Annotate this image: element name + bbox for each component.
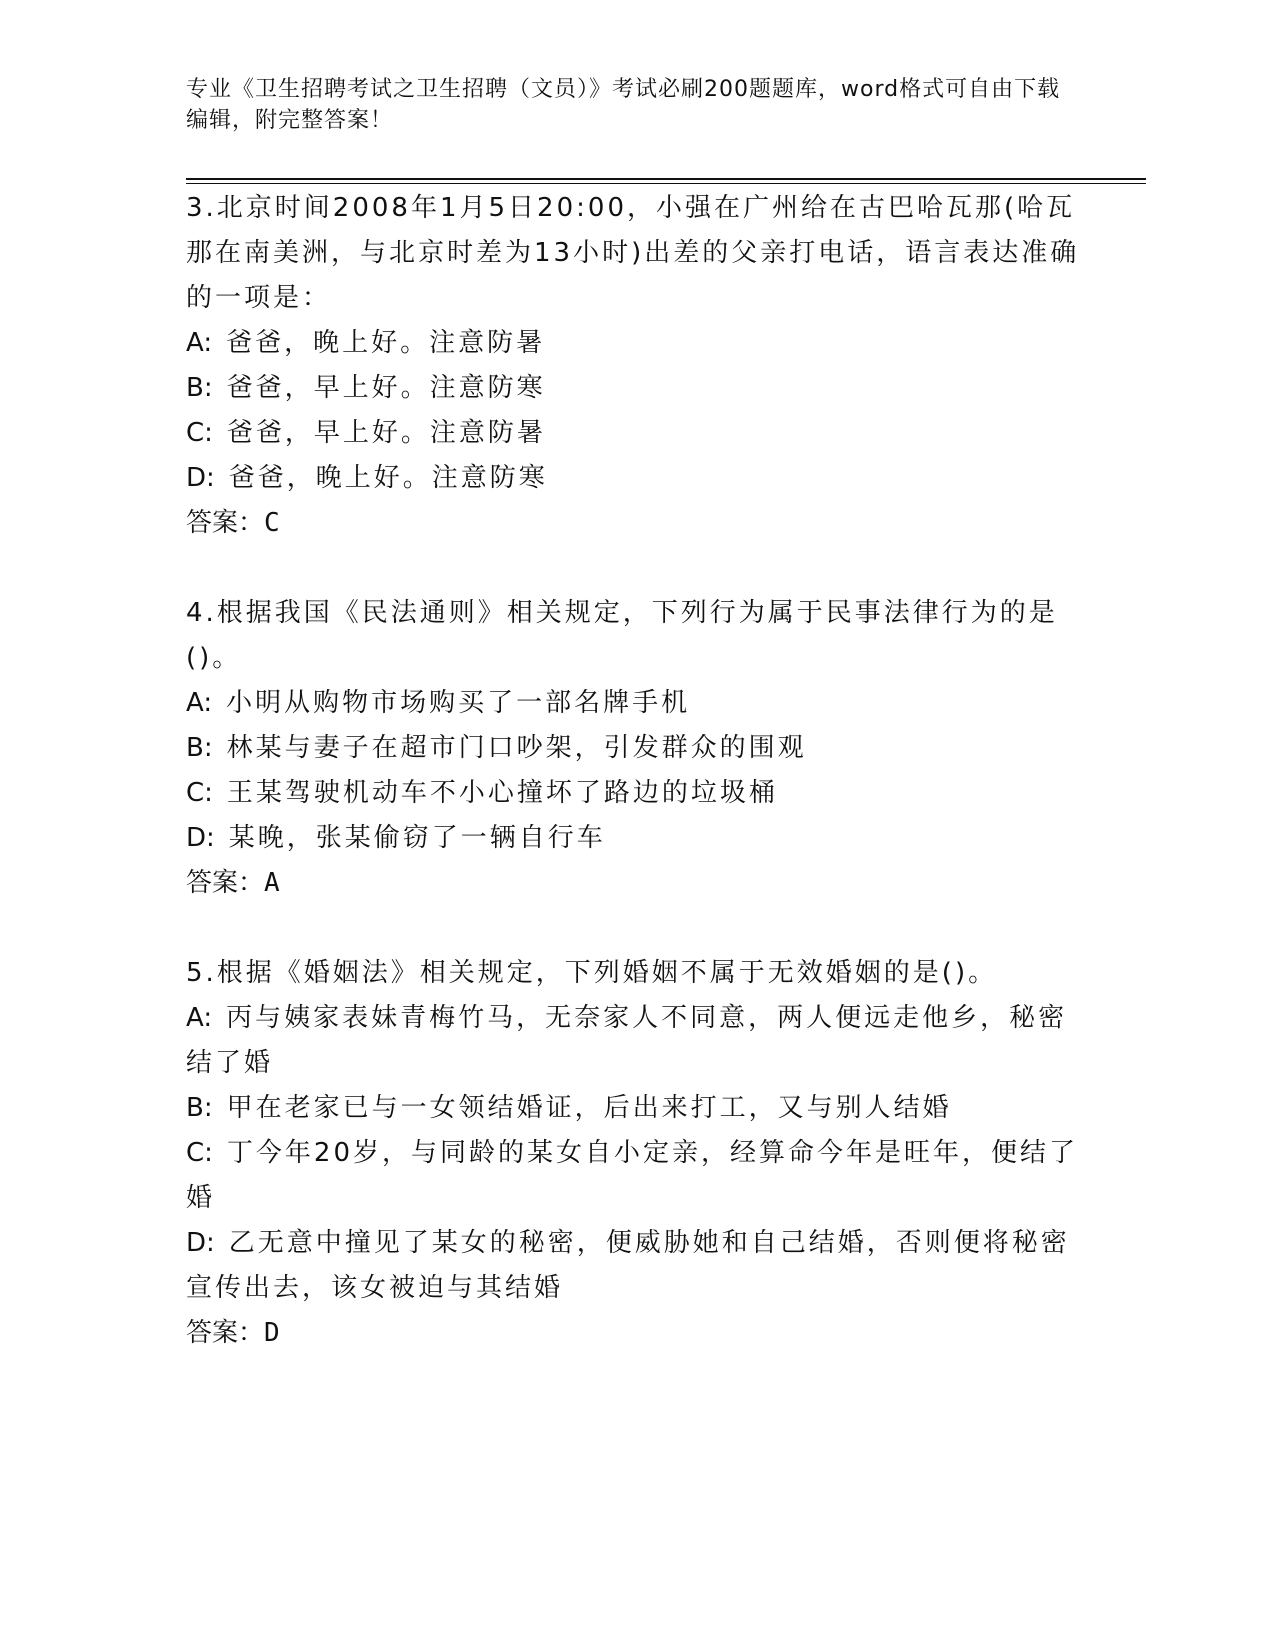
option-text: 乙无意中撞见了某女的秘密，便威胁她和自己结婚，否则便将秘密宣传出去，该女被迫与其结婚 xyxy=(186,1228,1070,1303)
header-rule-thin xyxy=(186,183,1146,184)
option-d xyxy=(186,816,1086,861)
option-letter: B: xyxy=(186,373,213,403)
option-letter: C: xyxy=(186,1138,213,1168)
option-letter: A: xyxy=(186,688,213,718)
option-d xyxy=(186,1221,1086,1311)
question-stem: 4.根据我国《民法通则》相关规定，下列行为属于民事法律行为的是()。 xyxy=(186,598,1058,673)
question-stem: 3.北京时间2008年1月5日20:00，小强在广州给在古巴哈瓦那(哈瓦那在南美洲，与北京时差为13小时)出差的父亲打电话，语言表达准确的一项是： xyxy=(186,193,1080,313)
option-d xyxy=(186,456,1086,501)
option-letter: C: xyxy=(186,418,213,448)
option-letter: A: xyxy=(186,1003,213,1033)
option-a xyxy=(186,681,1086,726)
question-spacer xyxy=(186,906,1086,951)
answer-value: C xyxy=(264,508,280,538)
option-text: 甲在老家已与一女领结婚证，后出来打工，又与别人结婚 xyxy=(226,1093,952,1123)
option-letter: B: xyxy=(186,1093,213,1123)
question-5 xyxy=(186,951,1086,1356)
answer-value: D xyxy=(264,1318,280,1348)
answer-label: 答案： xyxy=(186,508,265,538)
option-letter: C: xyxy=(186,778,213,808)
question-spacer xyxy=(186,546,1086,591)
answer-label: 答案： xyxy=(186,868,265,898)
option-a xyxy=(186,996,1086,1086)
option-c xyxy=(186,771,1086,816)
answer-line xyxy=(186,861,1086,906)
option-letter: B: xyxy=(186,733,213,763)
option-text: 丁今年20岁，与同龄的某女自小定亲，经算命今年是旺年，便结了婚 xyxy=(186,1138,1079,1213)
question-list xyxy=(186,186,1086,1356)
option-letter: D: xyxy=(186,1228,215,1258)
option-text: 爸爸，晚上好。注意防寒 xyxy=(228,463,548,493)
option-text: 爸爸，早上好。注意防暑 xyxy=(226,418,546,448)
option-c xyxy=(186,1131,1086,1221)
option-letter: D: xyxy=(186,463,215,493)
question-4 xyxy=(186,591,1086,906)
option-text: 某晚，张某偷窃了一辆自行车 xyxy=(228,823,606,853)
option-a xyxy=(186,321,1086,366)
option-text: 王某驾驶机动车不小心撞坏了路边的垃圾桶 xyxy=(226,778,778,808)
option-c xyxy=(186,411,1086,456)
answer-label: 答案： xyxy=(186,1318,265,1348)
option-text: 爸爸，晚上好。注意防暑 xyxy=(226,328,546,358)
option-b xyxy=(186,726,1086,771)
option-b xyxy=(186,1086,1086,1131)
option-letter: A: xyxy=(186,328,213,358)
option-text: 小明从购物市场购买了一部名牌手机 xyxy=(226,688,691,718)
document-header: 专业《卫生招聘考试之卫生招聘（文员）》考试必刷200题题库，word格式可自由下载编辑，附完整答案！ xyxy=(186,77,1061,133)
question-stem: 5.根据《婚姻法》相关规定，下列婚姻不属于无效婚姻的是()。 xyxy=(186,958,998,988)
option-text: 林某与妻子在超市门口吵架，引发群众的围观 xyxy=(226,733,807,763)
option-b xyxy=(186,366,1086,411)
option-text: 丙与姨家表妹青梅竹马，无奈家人不同意，两人便远走他乡，秘密结了婚 xyxy=(186,1003,1068,1078)
option-text: 爸爸，早上好。注意防寒 xyxy=(226,373,546,403)
option-letter: D: xyxy=(186,823,215,853)
header-rule-thick xyxy=(186,178,1146,180)
answer-line xyxy=(186,501,1086,546)
answer-value: A xyxy=(264,868,280,898)
answer-line xyxy=(186,1311,1086,1356)
question-3 xyxy=(186,186,1086,546)
